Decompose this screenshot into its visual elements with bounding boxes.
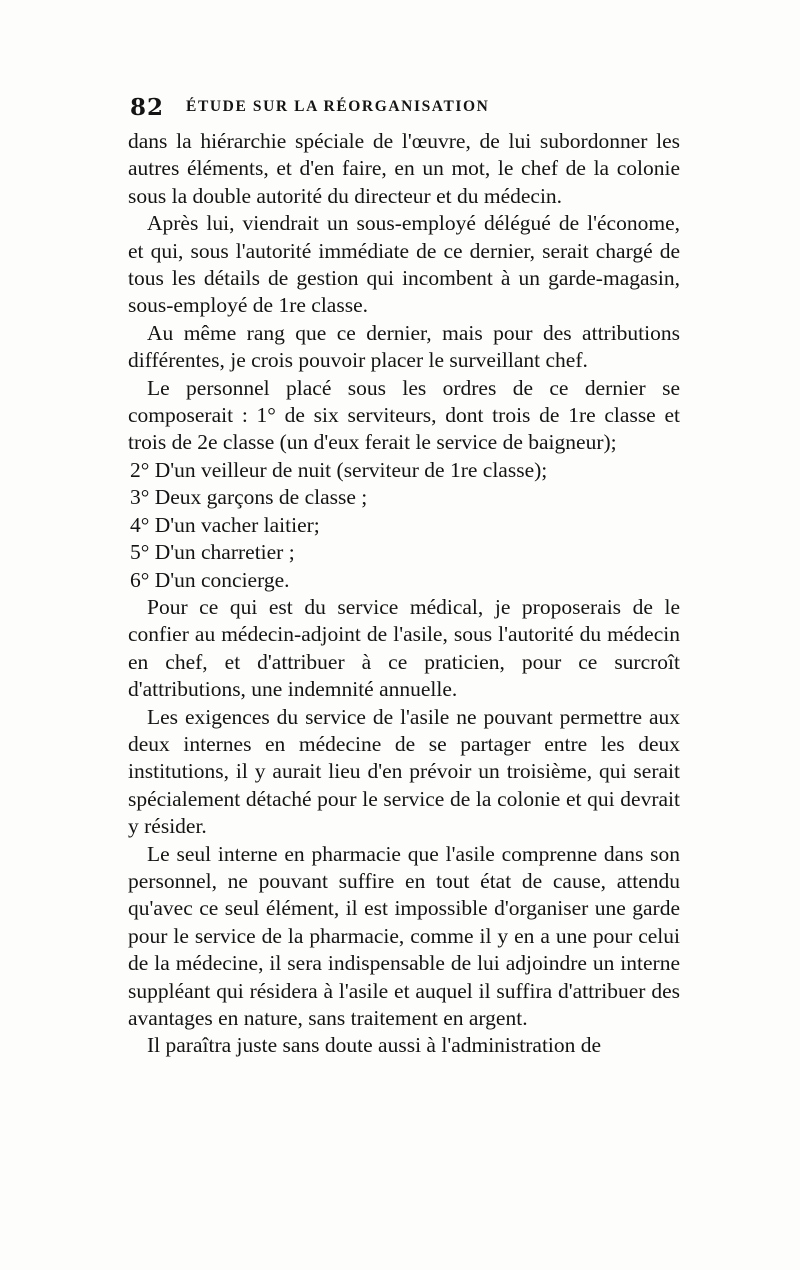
paragraph-internes: Les exigences du service de l'asile ne pouvant permettre aux deux internes en médecine de se partager entre les deux institutions, il y aurait lieu d'en prévoir un troisième, qui serait spécialement détaché pour le service de la colonie et qui devrait y résider. xyxy=(128,704,680,839)
paragraph-personnel: Le personnel placé sous les ordres de ce dernier se composerait : 1° de six serviteurs, dont trois de 1re classe et trois de 2e classe (un d'eux ferait le service de baigneur); xyxy=(128,375,680,455)
list-item-veilleur: 2° D'un veilleur de nuit (serviteur de 1re classe); xyxy=(130,457,548,482)
paragraph-continued: dans la hiérarchie spéciale de l'œuvre, de lui subordonner les autres éléments, et d'en faire, en un mot, le chef de la colonie sous la double autorité du directeur et du médecin. xyxy=(128,129,680,208)
list-item-concierge: 6° D'un concierge. xyxy=(130,567,290,592)
paragraph-service-medical: Pour ce qui est du service médical, je proposerais de le confier au médecin-adjoint de l'asile, sous l'autorité du médecin en chef, et d'attribuer à ce praticien, pour ce surcroît d'attributions, une indemnité annuelle. xyxy=(128,594,680,702)
paragraph-administration: Il paraîtra juste sans doute aussi à l'administration de xyxy=(147,1033,602,1058)
list-item-garcons: 3° Deux garçons de classe ; xyxy=(130,485,368,510)
paragraph-pharmacie: Le seul interne en pharmacie que l'asile comprenne dans son personnel, ne pouvant suffire en tout état de cause, attendu qu'avec ce seul élément, il est impossible d'organiser une garde pour le service de la pharmacie, comme il y en a une pour celui de la médecine, il sera indispensable de lui adjoindre un interne suppléant qui résidera à l'asile et auquel il suffira d'attribuer des avantages en nature, sans traitement en argent. xyxy=(128,841,680,1030)
running-head xyxy=(130,92,678,122)
list-item-charretier: 5° D'un charretier ; xyxy=(130,540,295,565)
page-number: 82 xyxy=(130,93,165,121)
paragraph-surveillant-chef: Au même rang que ce dernier, mais pour des attributions différentes, je crois pouvoir placer le surveillant chef. xyxy=(128,320,680,373)
body-text xyxy=(128,128,680,1060)
paragraph-sous-employe: Après lui, viendrait un sous-employé délégué de l'économe, et qui, sous l'autorité immédiate de ce dernier, serait chargé de tous les détails de gestion qui incombent à un garde-magasin, sous-employé de 1re classe. xyxy=(128,211,680,318)
list-item-vacher: 4° D'un vacher laitier; xyxy=(130,512,320,537)
running-title: ÉTUDE SUR LA RÉORGANISATION xyxy=(186,98,490,115)
